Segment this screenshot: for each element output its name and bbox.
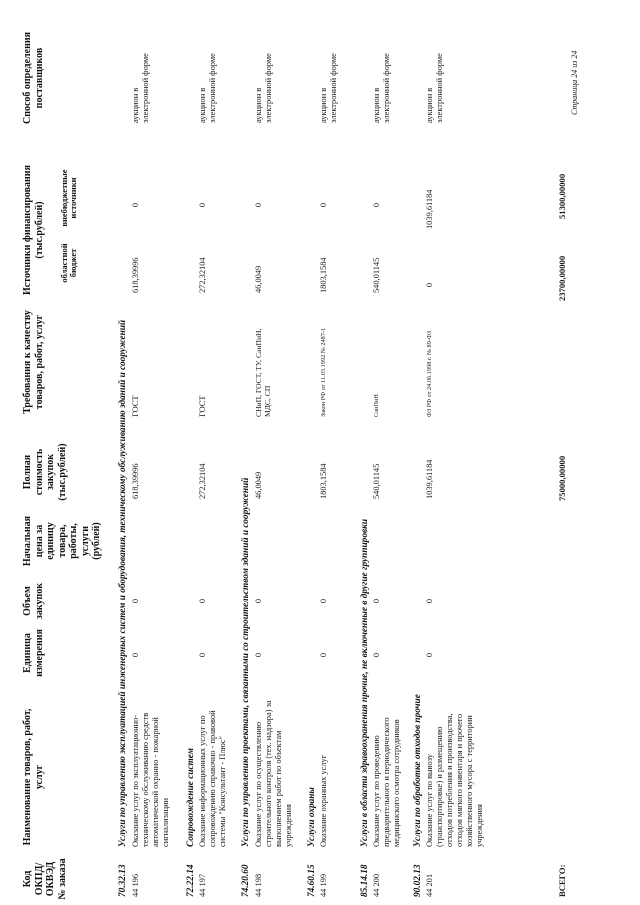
header-price: Начальная цена за единицу товара, работы, услуги (рублей) bbox=[22, 515, 102, 567]
extra-value: 0 bbox=[372, 202, 381, 208]
requirements-value: ФЗ РФ от 24.06.1998 г. № 89-ФЗ bbox=[426, 330, 433, 417]
group-title: Услуги по управлению эксплуатацией инженерных систем и оборудования, техническому обслуживанию зданий и сооружений bbox=[118, 319, 128, 847]
unit-value: 0 bbox=[319, 652, 328, 658]
item-name: Оказание информационных услуг по сопровождению справочно - правовой системы "Консультант - Плюс" bbox=[198, 710, 227, 847]
order-number: 44 198 bbox=[254, 873, 263, 897]
extra-value: 0 bbox=[254, 202, 263, 208]
budget-value: 1803,1584 bbox=[319, 257, 328, 293]
order-number: 44 196 bbox=[131, 873, 140, 897]
group-title: Услуги охраны bbox=[307, 787, 317, 847]
item-name: Оказание услуг по осуществлению строительного контроля (тех. надзора) за выполнением работ по объектам учреждения bbox=[254, 700, 293, 847]
budget-value: 0 bbox=[425, 282, 434, 288]
volume-value: 0 bbox=[198, 598, 207, 604]
method-value: аукцион в электронной форме bbox=[131, 53, 150, 123]
total-value: 1803,1584 bbox=[319, 463, 328, 499]
header-code: Код ОКПД/ ОКВЭД № заказа bbox=[22, 858, 68, 900]
budget-value: 618,39996 bbox=[131, 257, 140, 293]
volume-value: 0 bbox=[254, 598, 263, 604]
group-title: Услуги по управлению проектами, связанными со строительством зданий и сооружений bbox=[241, 477, 251, 847]
method-value: аукцион в электронной форме bbox=[254, 53, 273, 123]
totals-extra: 51300,00000 bbox=[557, 173, 567, 219]
group-title: Сопровождение систем bbox=[186, 748, 196, 847]
method-value: аукцион в электронной форме bbox=[372, 53, 391, 123]
header-volume: Объем закупок bbox=[22, 582, 45, 620]
requirements-value: ГОСТ bbox=[131, 395, 140, 417]
requirements-value: СанПиН bbox=[373, 394, 380, 417]
total-value: 540,01145 bbox=[372, 463, 381, 499]
volume-value: 0 bbox=[425, 598, 434, 604]
totals-total: 75000,00000 bbox=[557, 455, 567, 501]
method-value: аукцион в электронной форме bbox=[425, 53, 444, 123]
budget-value: 272,32104 bbox=[198, 257, 207, 293]
group-code: 72.22.14 bbox=[186, 864, 196, 897]
header-finance-extra: внебюджетные источники bbox=[59, 169, 78, 227]
method-value: аукцион в электронной форме bbox=[319, 53, 338, 123]
header-requirements: Требования к качеству товаров, работ, услуг bbox=[22, 310, 45, 414]
group-code: 70.32.13 bbox=[118, 864, 128, 897]
volume-value: 0 bbox=[319, 598, 328, 604]
unit-value: 0 bbox=[254, 652, 263, 658]
header-finance: Источники финансирования (тыс.рублей) bbox=[22, 165, 45, 295]
unit-value: 0 bbox=[131, 652, 140, 658]
unit-value: 0 bbox=[198, 652, 207, 658]
extra-value: 0 bbox=[198, 202, 207, 208]
unit-value: 0 bbox=[425, 652, 434, 658]
group-code: 74.20.60 bbox=[241, 864, 251, 897]
item-name: Оказание услуг по проведению предварительного и периодического медицинского осмотра сотрудников bbox=[372, 717, 401, 847]
totals-budget: 23700,00000 bbox=[557, 255, 567, 301]
extra-value: 1039,61184 bbox=[425, 189, 434, 229]
item-name: Оказание охранных услуг bbox=[319, 754, 328, 847]
group-title: Услуги в области здравоохранения прочие, не включенные в другие группировки bbox=[360, 518, 370, 847]
method-value: аукцион в электронной форме bbox=[198, 53, 217, 123]
requirements-value: Закон РФ от 11.03.1992 № 2487-1 bbox=[320, 327, 327, 417]
order-number: 44 200 bbox=[372, 873, 381, 897]
header-method: Способ определения поставщиков bbox=[22, 31, 45, 125]
item-name: Оказание услуг по эксплуатационно-техническому обслуживанию средств автоматической охранно - пожарной сигнализации bbox=[131, 712, 170, 847]
group-title: Услуги по обработке отходов прочие bbox=[413, 694, 423, 847]
requirements-value: СНиП, ГОСТ, ТУ, СанПиН, МДС, СП bbox=[254, 328, 272, 417]
totals-label: ВСЕГО: bbox=[557, 864, 567, 897]
group-code: 90.02.13 bbox=[413, 864, 423, 897]
header-name: Наименование товаров, работ, услуг bbox=[22, 708, 45, 846]
header-finance-budget: областной бюджет bbox=[59, 243, 78, 283]
budget-value: 540,01145 bbox=[372, 257, 381, 293]
item-name: Оказание услуг по вывозу (транспортировке) и размещению отходов потребления и производства, отходов мягкого инвентаря и прочего хозяйственного мусора с территории учреждения bbox=[425, 713, 484, 847]
volume-value: 0 bbox=[372, 598, 381, 604]
total-value: 46,0049 bbox=[254, 471, 263, 499]
unit-value: 0 bbox=[372, 652, 381, 658]
extra-value: 0 bbox=[319, 202, 328, 208]
header-unit: Единица измерения bbox=[22, 629, 45, 677]
budget-value: 46,0049 bbox=[254, 265, 263, 293]
extra-value: 0 bbox=[131, 202, 140, 208]
order-number: 44 197 bbox=[198, 873, 207, 897]
order-number: 44 199 bbox=[319, 873, 328, 897]
group-code: 74.60.15 bbox=[307, 864, 317, 897]
order-number: 44 201 bbox=[425, 873, 434, 897]
total-value: 1039,61184 bbox=[425, 459, 434, 499]
requirements-value: ГОСТ bbox=[198, 395, 207, 417]
total-value: 618,39996 bbox=[131, 463, 140, 499]
header-total: Полная стоимость закупок (тыс.рублей) bbox=[22, 443, 68, 501]
volume-value: 0 bbox=[131, 598, 140, 604]
total-value: 272,32104 bbox=[198, 463, 207, 499]
group-code: 85.14.18 bbox=[360, 864, 370, 897]
page-footer: Страница 24 из 24 bbox=[570, 50, 579, 115]
